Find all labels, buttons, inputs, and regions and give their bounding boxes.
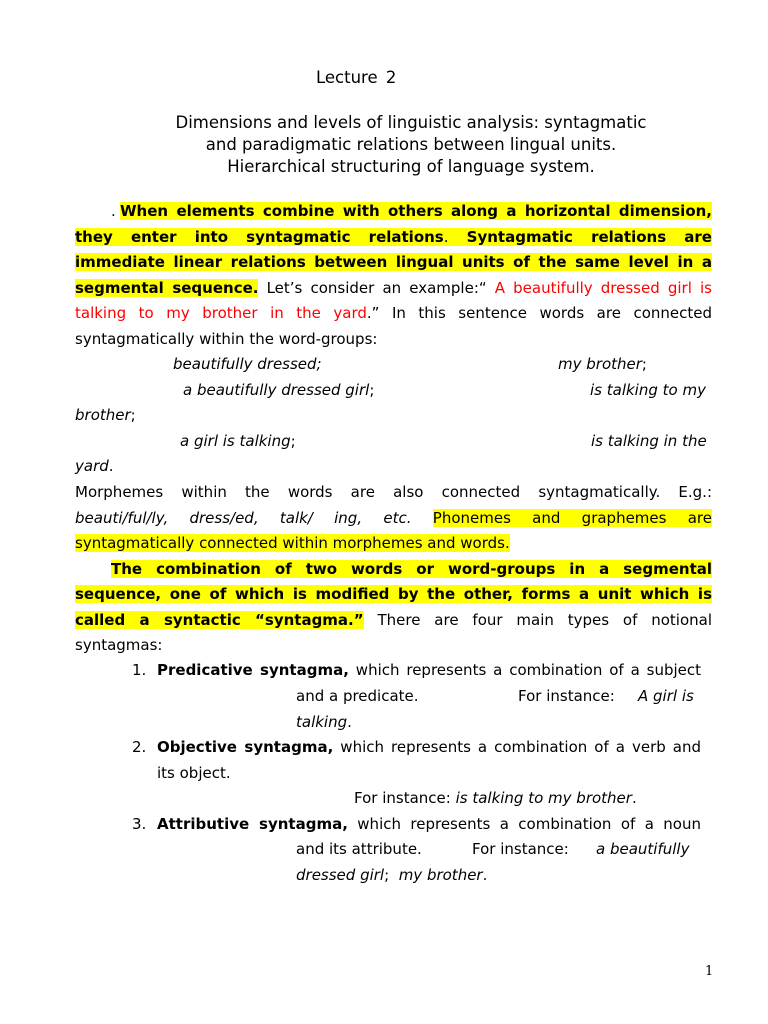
- p1-text-4: Let’s consider an example:“: [258, 278, 487, 297]
- p3-line-2: [75, 582, 712, 608]
- lead-dot: .: [111, 202, 116, 220]
- list-item-3-example: a beautifully: [596, 840, 690, 858]
- subtitle-line-1: Dimensions and levels of linguistic analysis: syntagmatic: [175, 113, 647, 132]
- example-4: is talking to my: [590, 380, 706, 399]
- lecture-title: Lecture 2: [316, 68, 397, 87]
- list-item-1-line-2a: and a predicate.: [296, 687, 419, 705]
- p1-line-2: [75, 225, 712, 251]
- list-item-1-line-2b: For instance:: [518, 687, 615, 705]
- list-item-3-number: 3.: [132, 814, 147, 833]
- list-item-1-line-3: talking.: [296, 712, 352, 731]
- attributive-syntagma-term: Attributive syntagma,: [157, 814, 348, 833]
- subtitle-line-3: Hierarchical structuring of language system.: [227, 157, 595, 176]
- list-item-3-line-1: Attributive syntagma, which represents a combination of a noun: [157, 814, 701, 833]
- list-item-1-number: 1.: [132, 661, 147, 679]
- list-item-1-line-1: Predicative syntagma, which represents a combination of a subject: [157, 661, 701, 679]
- p1-line-5: [75, 301, 712, 327]
- p1-line-1: [120, 199, 712, 225]
- example-5: a girl is talking;: [180, 431, 296, 450]
- objective-syntagma-term: Objective syntagma,: [157, 738, 334, 756]
- p1-highlight-3: immediate linear relations between lingual units of the same level in a: [75, 253, 712, 271]
- p3-line-1: [111, 557, 712, 583]
- p2-line-2: [75, 506, 712, 532]
- p2-highlight-1: Phonemes and graphemes are: [432, 508, 712, 527]
- list-item-2-number: 2.: [132, 738, 147, 756]
- example-3: a beautifully dressed girl;: [183, 380, 375, 399]
- p3-line-4: syntagmas:: [75, 636, 163, 654]
- example-sentence-end: talking to my brother in the yard: [75, 304, 367, 322]
- list-item-3-line-3: dressed girl; my brother.: [296, 865, 488, 884]
- list-item-3-line-2a: and its attribute.: [296, 840, 422, 858]
- example-2: my brother;: [558, 355, 647, 373]
- list-item-2-line-1: Objective syntagma, which represents a combination of a verb and: [157, 738, 701, 756]
- subtitle-line-2: and paradigmatic relations between lingual units.: [205, 135, 617, 154]
- list-item-2-line-2: its object.: [157, 763, 231, 782]
- example-6-cont: yard.: [75, 457, 114, 475]
- example-4-cont: brother;: [75, 406, 136, 424]
- p3-highlight-1: The combination of two words or word-groups in a segmental: [111, 559, 712, 578]
- p2-line-3: [75, 531, 712, 557]
- p1-line-6: syntagmatically within the word-groups:: [75, 329, 378, 348]
- list-item-2-line-3: For instance: is talking to my brother.: [354, 789, 637, 807]
- p3-text-3: There are four main types of notional: [363, 610, 713, 629]
- p3-line-3: [75, 608, 712, 634]
- p1-line-4: [75, 276, 712, 302]
- list-item-3-line-2b: For instance:: [472, 840, 569, 858]
- p3-highlight-3: called a syntactic “syntagma.”: [75, 610, 364, 629]
- p3-highlight-2: sequence, one of which is modified by the other, forms a unit which is: [75, 585, 712, 603]
- list-item-1-example: A girl is: [638, 687, 694, 705]
- p1-highlight-4: segmental sequence.: [75, 278, 259, 297]
- predicative-syntagma-term: Predicative syntagma,: [157, 661, 349, 679]
- morpheme-examples: beauti/ful/ly, dress/ed, talk/ ing, etc.: [75, 508, 412, 527]
- example-sentence-start: A beautifully dressed girl is: [494, 278, 712, 297]
- page-number: 1: [705, 964, 714, 979]
- p2-line-1: Morphemes within the words are also connected syntagmatically. E.g.:: [75, 483, 712, 501]
- p1-highlight-1: When elements combine with others along a horizontal dimension,: [120, 202, 712, 220]
- example-6: is talking in the: [591, 431, 707, 450]
- p1-highlight-2a: they enter into syntagmatic relations. Syntagmatic relations are: [75, 227, 712, 246]
- example-1: beautifully dressed;: [173, 355, 322, 373]
- p1-line-3: [75, 250, 712, 276]
- p1-text-5: .” In this sentence words are connected: [366, 304, 712, 322]
- p2-highlight-2: syntagmatically connected within morphemes and words.: [75, 534, 510, 552]
